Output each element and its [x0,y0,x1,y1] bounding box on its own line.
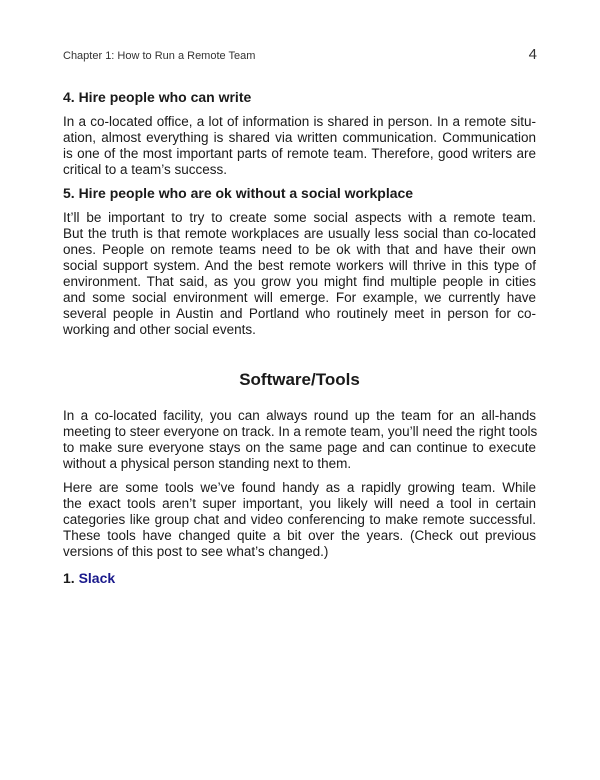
text-line: several people in Austin and Portland who routinely meet in person for co- [63,306,536,321]
text-line: categories like group chat and video conferencing to make remote successful. [63,512,536,527]
text-line: But the truth is that remote workplaces are usually less social than co-located [63,226,536,241]
text-line: is one of the most important parts of remote team. Therefore, good writers are [63,146,536,161]
text-line: environment. That said, as you grow you might find multiple people in cities [63,274,536,289]
text-line: working and other social events. [63,322,256,337]
page-number: 4 [528,46,537,63]
text-line: These tools have changed quite a bit over the years. (Check out previous [63,528,536,543]
text-line: and some social environment will emerge. For example, we currently have [63,290,536,305]
text-line: It’ll be important to try to create some social aspects with a remote team. [63,210,536,225]
paragraph-colocated [63,408,536,472]
text-line: ones. People on remote teams need to be ok with that and have their own [63,242,536,257]
paragraph-writers [63,114,536,178]
text-line: critical to a team’s success. [63,162,228,177]
text-line: In a co-located office, a lot of information is shared in person. In a remote situ- [63,114,536,129]
paragraph-tools-intro [63,480,536,560]
text-line: meeting to steer everyone on track. In a remote team, you’ll need the right tools [63,424,538,439]
section-title-software-tools: Software/Tools [239,370,360,389]
slack-link[interactable]: Slack [78,570,116,586]
heading-hire-writers: 4. Hire people who can write [63,89,252,105]
text-line: ation, almost everything is shared via written communication. Communication [63,130,536,145]
text-line: social support system. And the best remote workers will thrive in this type of [63,258,536,273]
text-line: Here are some tools we’ve found handy as a rapidly growing team. While [63,480,536,495]
text-line: In a co-located facility, you can always round up the team for an all-hands [63,408,536,423]
text-line: without a physical person standing next to them. [63,456,352,471]
paragraph-social [63,210,536,338]
tool-number: 1. [63,570,75,586]
text-line: to make sure everyone stays on the same page and can continue to execute [63,440,536,455]
text-line: versions of this post to see what’s changed.) [63,544,329,559]
text-line: the exact tools aren’t super important, you likely will need a tool in certain [63,496,536,511]
heading-social-workplace: 5. Hire people who are ok without a social workplace [63,185,414,201]
running-header-title: Chapter 1: How to Run a Remote Team [63,50,256,62]
tool-item-slack [63,570,115,586]
